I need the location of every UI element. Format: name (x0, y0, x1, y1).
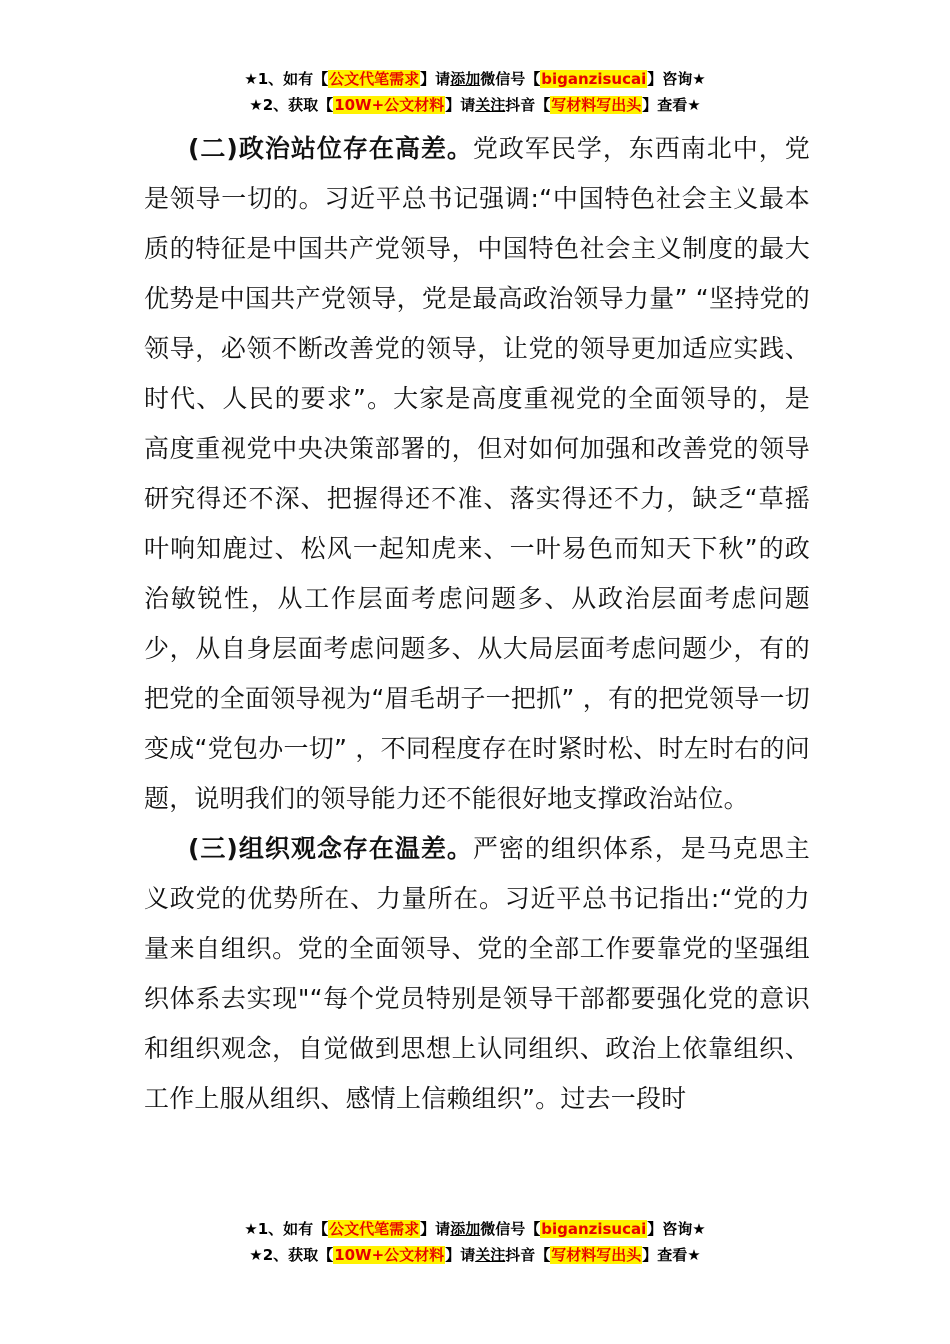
section-heading: (三)组织观念存在温差。 (188, 834, 473, 863)
promo-highlight: 公文代笔需求 (329, 1220, 420, 1238)
promo-emphasis: 添加 (450, 70, 481, 88)
promo-highlight: 10W+公文材料 (334, 1246, 445, 1264)
promo-text: 微信号【 (480, 1220, 541, 1238)
promo-text: 2、获取【 (262, 1246, 334, 1264)
promo-text: 】咨询★ (647, 1220, 706, 1238)
promo-emphasis: 关注 (475, 1246, 506, 1264)
paragraph-section-2 (144, 124, 810, 824)
promo-text: 抖音【 (505, 1246, 551, 1264)
promo-highlight: 10W+公文材料 (334, 96, 445, 114)
douyin-id-highlight: 写材料写出头 (551, 1246, 642, 1264)
document-body (144, 124, 810, 1124)
promo-text: 】咨询★ (647, 70, 706, 88)
section-heading: (二)政治站位存在高差。 (188, 134, 473, 163)
promo-text: 】请 (420, 1220, 451, 1238)
promo-highlight: 公文代笔需求 (329, 70, 420, 88)
star-icon: ★ (249, 1246, 263, 1264)
promo-text: 1、如有【 (257, 70, 329, 88)
section-body-text: 严密的组织体系，是马克思主义政党的优势所在、力量所在。习近平总书记指出:“党的力量来自组织。党的全面领导、党的全部工作要靠党的坚强组织体系去实现"“每个党员特别是领导干部都要强化党的意识和组织观念，自觉做到思想上认同组织、政治上依靠组织、工作上服从组织、感情上信赖组织”。过去一段时 (144, 834, 810, 1113)
star-icon: ★ (244, 1220, 258, 1238)
promo-text: 】请 (445, 96, 476, 114)
section-body-text: 党政军民学，东西南北中，党是领导一切的。习近平总书记强调:“中国特色社会主义最本质的特征是中国共产党领导，中国特色社会主义制度的最大优势是中国共产党领导，党是最高政治领导力量” “坚持党的领导，必领不断改善党的领导，让党的领导更加适应实践、时代、人民的要求”。大家是高度重视党的全面领导的，是高度重视党中央决策部署的，但对如何加强和改善党的领导研究得还不深、把握得还不准、落实得还不力，缺乏“草摇叶响知鹿过、松风一起知虎来、一叶易色而知天下秋”的政治敏锐性，从工作层面考虑问题多、从政治层面考虑问题少，从自身层面考虑问题多、从大局层面考虑问题少，有的把党的全面领导视为“眉毛胡子一把抓” ，有的把党领导一切变成“党包办一切” ，不同程度存在时紧时松、时左时右的问题，说明我们的领导能力还不能很好地支撑政治站位。 (144, 134, 810, 813)
promo-line-2 (0, 1242, 950, 1268)
promo-text: 1、如有【 (257, 1220, 329, 1238)
bottom-promo-banner (0, 1216, 950, 1268)
star-icon: ★ (249, 96, 263, 114)
promo-text: 】查看★ (642, 96, 701, 114)
promo-emphasis: 添加 (450, 1220, 481, 1238)
promo-text: 2、获取【 (262, 96, 334, 114)
promo-text: 】查看★ (642, 1246, 701, 1264)
promo-emphasis: 关注 (475, 96, 506, 114)
promo-line-2 (0, 92, 950, 118)
promo-line-1 (0, 1216, 950, 1242)
wechat-id-highlight: biganzisucai (541, 70, 647, 88)
douyin-id-highlight: 写材料写出头 (551, 96, 642, 114)
top-promo-banner (0, 66, 950, 118)
promo-line-1 (0, 66, 950, 92)
promo-text: 抖音【 (505, 96, 551, 114)
promo-text: 】请 (420, 70, 451, 88)
wechat-id-highlight: biganzisucai (541, 1220, 647, 1238)
star-icon: ★ (244, 70, 258, 88)
promo-text: 微信号【 (480, 70, 541, 88)
promo-text: 】请 (445, 1246, 476, 1264)
paragraph-section-3 (144, 824, 810, 1124)
